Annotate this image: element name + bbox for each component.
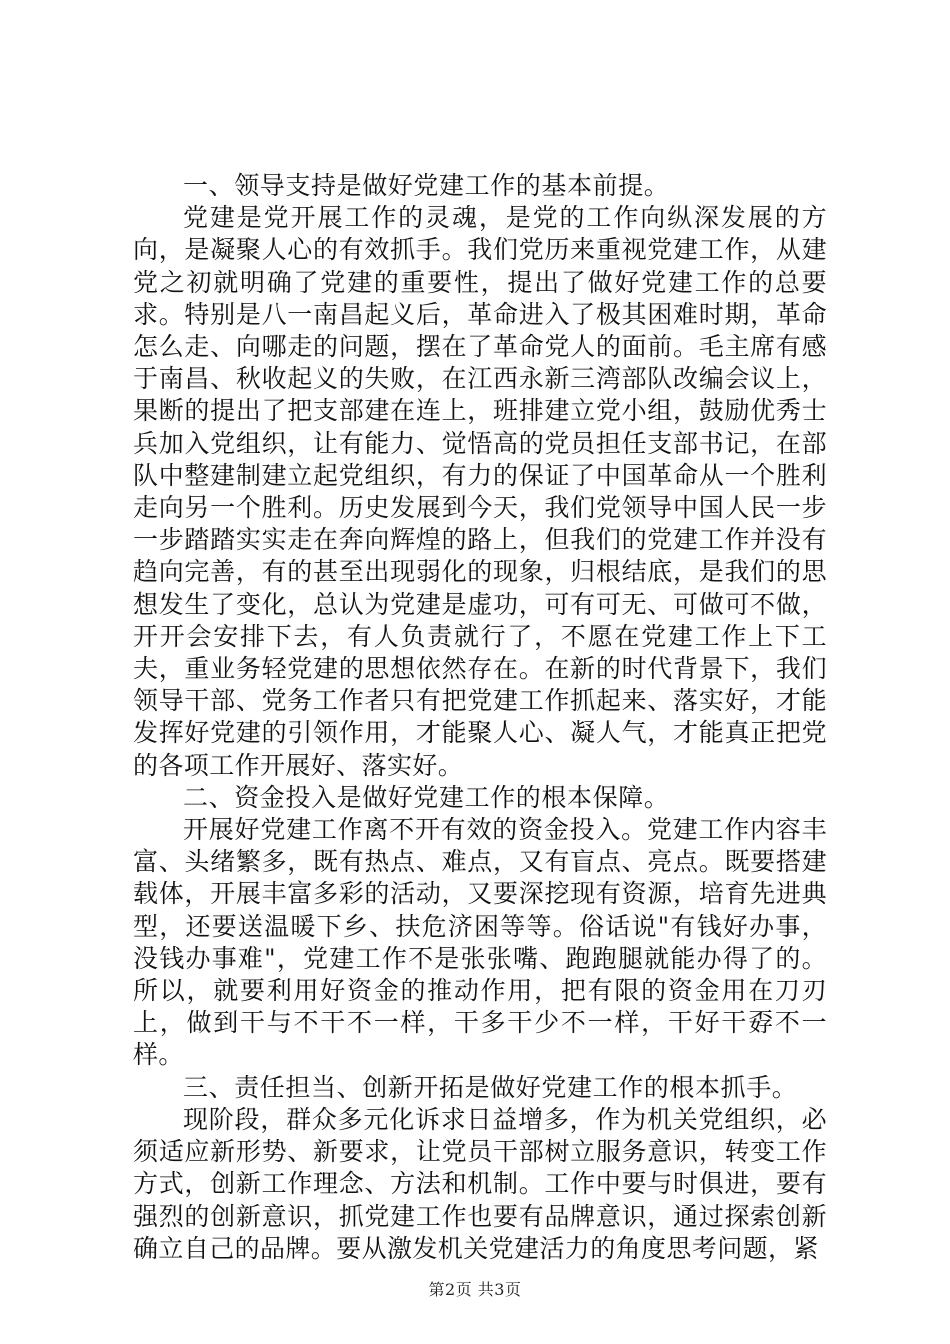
section-heading-1: 一、领导支持是做好党建工作的基本前提。	[183, 171, 670, 200]
section-heading-2: 二、资金投入是做好党建工作的根本保障。	[183, 782, 670, 812]
body-paragraph-1: 党建是党开展工作的灵魂，是党的工作向纵深发展的方向，是凝聚人心的有效抓手。我们党历来重视党建工作，从建党之初就明确了党建的重要性，提出了做好党建工作的总要求。特别是八一南昌起义后，革命进入了极其困难时期，革命怎么走、向哪走的问题，摆在了革命党人的面前。毛主席有感于南昌、秋收起义的失败，在江西永新三湾部队改编会议上，果断的提出了把支部建在连上，班排建立党小组，鼓励优秀士兵加入党组织，让有能力、觉悟高的党员担任支部书记，在部队中整建制建立起党组织，有力的保证了中国革命从一个胜利走向另一个胜利。历史发展到今天，我们党领导中国人民一步一步踏踏实实走在奔向辉煌的路上，但我们的党建工作并没有趋向完善，有的甚至出现弱化的现象，归根结底，是我们的思想发生了变化，总认为党建是虚功，可有可无、可做可不做，开开会安排下去，有人负责就行了，不愿在党建工作上下工夫，重业务轻党建的思想依然存在。在新的时代背景下，我们领导干部、党务工作者只有把党建工作抓起来、落实好，才能发挥好党建的引领作用，才能聚人心、凝人气，才能真正把党的各项工作开展好、落实好。	[133, 203, 827, 780]
document-body	[133, 170, 827, 1265]
body-paragraph-2: 开展好党建工作离不开有效的资金投入。党建工作内容丰富、头绪繁多，既有热点、难点，又有盲点、亮点。既要搭建载体，开展丰富多彩的活动，又要深挖现有资源，培育先进典型，还要送温暖下乡、扶危济困等等。俗话说"有钱好办事，没钱办事难"，党建工作不是张张嘴、跑跑腿就能办得了的。所以，就要利用好资金的推动作用，把有限的资金用在刀刃上，做到干与不干不一样，干多干少不一样，干好干孬不一样。	[133, 815, 827, 1070]
body-paragraph-3: 现阶段，群众多元化诉求日益增多，作为机关党组织，必须适应新形势、新要求，让党员干部树立服务意识，转变工作方式，创新工作理念、方法和机制。工作中要与时俱进，要有强烈的创新意识，抓党建工作也要有品牌意识，通过探索创新确立自己的品牌。要从激发机关党建活力的角度思考问题，紧	[133, 1104, 827, 1263]
section-heading-3: 三、责任担当、创新开拓是做好党建工作的根本抓手。	[183, 1072, 798, 1102]
page-footer: 第2页 共3页	[428, 1280, 522, 1299]
